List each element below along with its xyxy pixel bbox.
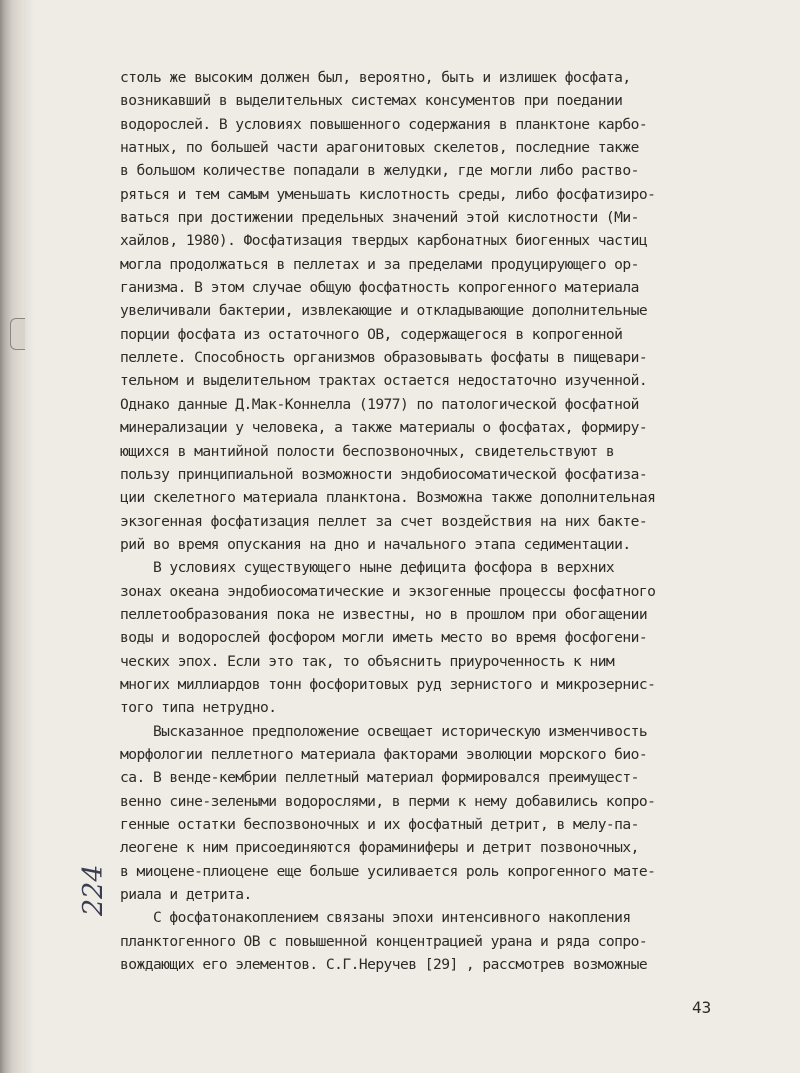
text-line: зонах океана эндобиосоматические и экзогенные процессы фосфатного [120,582,656,600]
text-line: увеличивали бактерии, извлекающие и откладывающие дополнительные [120,302,648,320]
text-line: минерализации у человека, а также материалы о фосфатах, формиру- [120,419,648,437]
text-line: пользу принципиальной возможности эндобиосоматической фосфатиза- [120,465,648,483]
text-line: генные остатки беспозвоночных и их фосфатный детрит, в мелу-па- [120,816,639,833]
binding-shadow [24,0,34,1073]
text-line: порции фосфата из остаточного ОВ, содержащегося в копрогенной [120,325,623,343]
text-line: того типа нетрудно. [120,699,277,717]
text-line: морфологии пеллетного материала факторами эволюции морского био- [120,745,648,763]
text-line: возникавший в выделительных системах консументов при поедании [120,92,623,110]
text-line: хайлов, 1980). Фосфатизация твердых карбонатных биогенных частиц [120,232,648,250]
text-line: многих миллиардов тонн фосфоритовых руд зернистого и микрозернис- [120,675,656,693]
text-line: Высказанное предположение освещает историческую изменчивость [120,722,648,740]
text-line: вождающих его элементов. С.Г.Неручев [29] , рассмотрев возможные [120,956,648,974]
text-line: рий во время опускания на дно и начального этапа седиментации. [120,535,631,553]
text-line: могла продолжаться в пеллетах и за пределами продуцирующего ор- [120,255,639,273]
text-line: ряться и тем самым уменьшать кислотность среды, либо фосфатизиро- [120,185,656,203]
body-text [120,66,740,976]
page-tear [10,318,25,350]
text-line: ваться при достижении предельных значений этой кислотности (Ми- [120,209,639,227]
text-line: пеллете. Способность организмов образовывать фосфаты в пищевари- [120,349,648,367]
text-line: в большом количестве попадали в желудки, где могли либо раство- [120,162,639,180]
margin-handwritten-number: 224 [78,864,109,916]
text-line: пеллетообразования пока не известны, но в прошлом при обогащении [120,605,648,623]
text-line: планктогенного ОВ с повышенной концентрацией урана и ряда сопро- [120,932,648,950]
text-line: ющихся в мантийной полости беспозвоночных, свидетельствуют в [120,442,615,460]
text-line: ции скелетного материала планктона. Возможна также дополнительная [120,489,656,507]
text-line: риала и детрита. [120,886,252,904]
text-line: ганизма. В этом случае общую фосфатность копрогенного материала [120,279,639,297]
text-line: в миоцене-плиоцене еще больше усиливается роль копрогенного мате- [120,862,656,880]
text-line: тельном и выделительном трактах остается недостаточно изученной. [120,372,648,390]
text-line: столь же высоким должен был, вероятно, быть и излишек фосфата, [120,69,631,86]
text-line: В условиях существующего ныне дефицита фосфора в верхних [120,559,615,577]
text-line: венно сине-зелеными водорослями, в перми к нему добавились копро- [120,792,656,810]
page-number: 43 [692,998,712,1017]
text-line: С фосфатонакоплением связаны эпохи интенсивного накопления [120,909,631,927]
text-line: са. В венде-кембрии пеллетный материал формировался преимущест- [120,769,639,787]
text-line: Однако данные Д.Мак-Коннелла (1977) по патологической фосфатной [120,395,639,413]
text-line: леогене к ним присоединяются фораминиферы и детрит позвоночных, [120,839,639,857]
text-line: ческих эпох. Если это так, то объяснить приуроченность к ним [120,652,615,670]
text-line: водорослей. В условиях повышенного содержания в планктоне карбо- [120,115,648,133]
text-line: экзогенная фосфатизация пеллет за счет воздействия на них бакте- [120,512,648,530]
page-binding-edge [0,0,24,1073]
text-line: воды и водорослей фосфором могли иметь место во время фосфогени- [120,629,648,647]
text-line: натных, по большей части арагонитовых скелетов, последние также [120,139,639,157]
